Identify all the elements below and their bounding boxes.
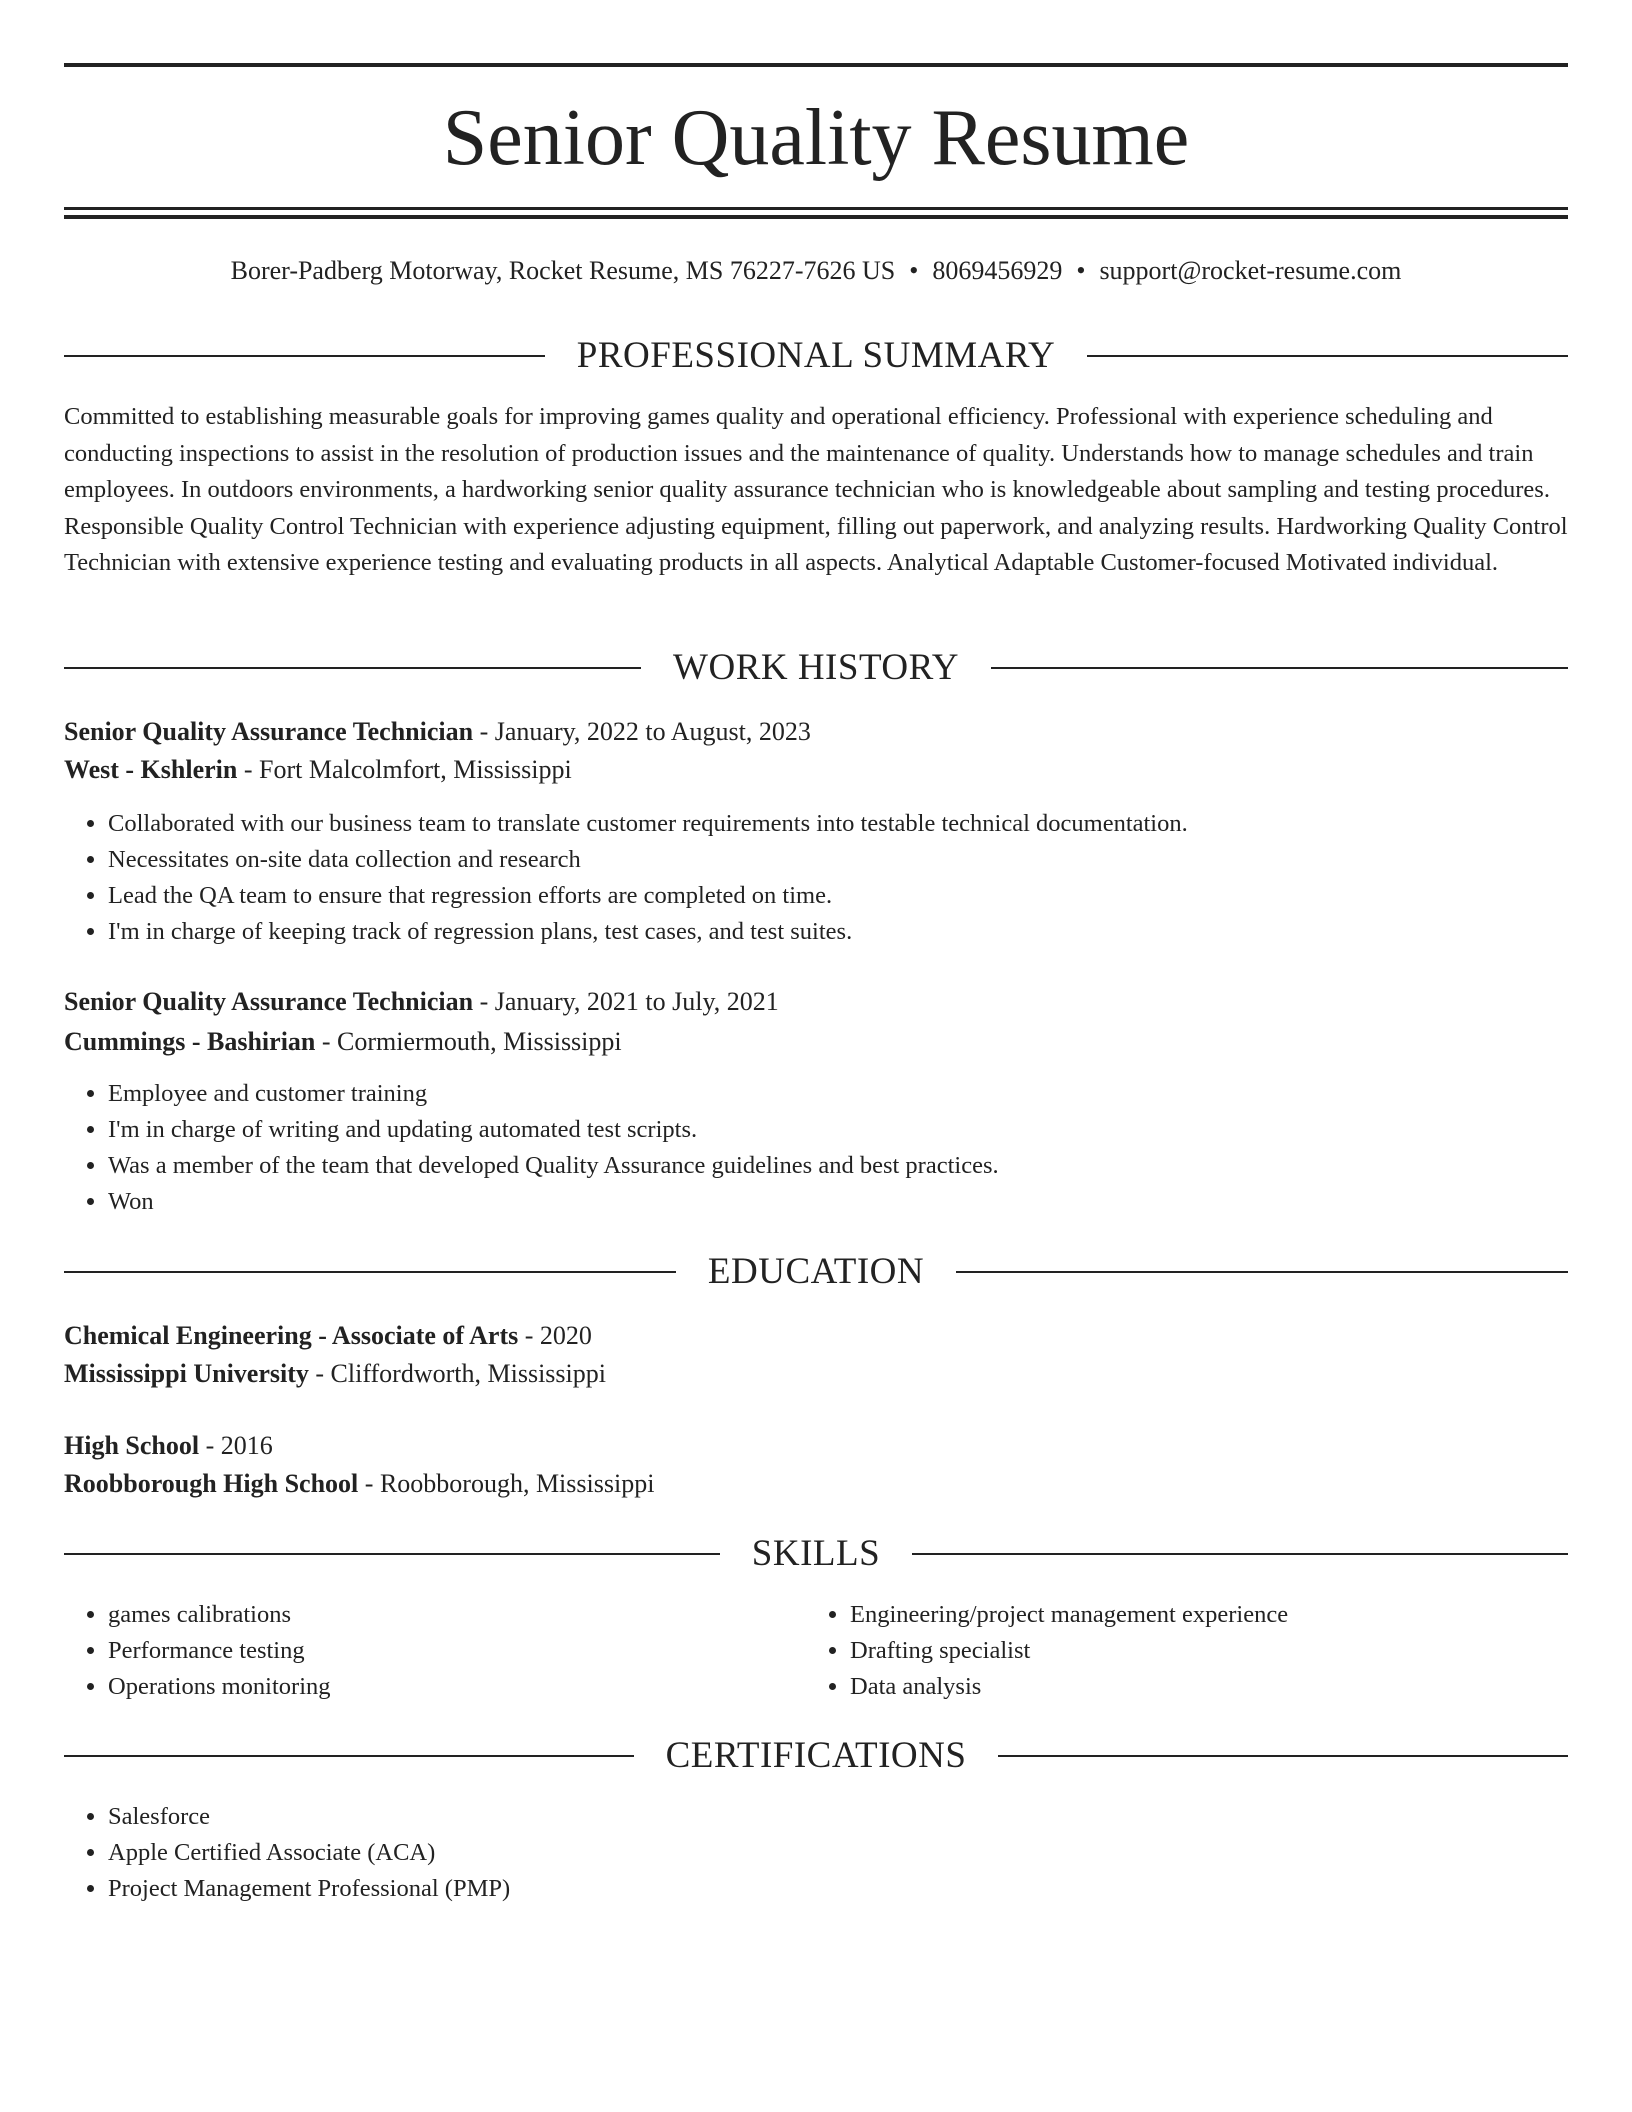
heading-rule-right [912, 1553, 1568, 1555]
heading-rule-right [998, 1755, 1568, 1757]
summary-paragraph: Committed to establishing measurable goals for improving games quality and operational efficiency. Professional with experience scheduling and conducting inspections to assist in the resolution of production issues and the maintenance of quality. Understands how to manage schedules and train employees. In outdoors environments, a hardworking senior quality assurance technician who is knowledgeable about sampling and testing procedures. Responsible Quality Control Technician with experience adjusting equipment, filling out paperwork, and analyzing results. Hardworking Quality Control Technician with extensive experience testing and evaluating products in all aspects. Analytical Adaptable Customer-focused Motivated individual. [64, 403, 1568, 576]
heading-rule-right [1087, 355, 1568, 357]
job-title: Senior Quality Assurance Technician [64, 717, 474, 746]
list-item: • Employee and customer training [108, 1076, 999, 1112]
list-item: • I'm in charge of keeping track of regression plans, test cases, and test suites. [108, 914, 1188, 950]
section-title: WORK HISTORY [673, 647, 959, 688]
company-name: West - Kshlerin [64, 755, 238, 784]
list-item: • Drafting specialist [850, 1633, 1288, 1669]
title-rule-upper [64, 207, 1568, 210]
section-title: CERTIFICATIONS [665, 1735, 967, 1776]
contact-separator: • [1076, 256, 1086, 285]
section-heading-skills [64, 1531, 1568, 1577]
list-item: • Project Management Professional (PMP) [108, 1871, 510, 1907]
work-entry-header [64, 983, 1568, 1061]
work-entry-header [64, 713, 1568, 789]
heading-rule-left [64, 1271, 676, 1273]
list-item: • Data analysis [850, 1669, 1288, 1705]
list-item: • Lead the QA team to ensure that regression efforts are completed on time. [108, 878, 1188, 914]
top-rule [64, 63, 1568, 67]
education-entry [64, 1317, 1568, 1393]
list-item: • Was a member of the team that developed Quality Assurance guidelines and best practices. [108, 1148, 999, 1184]
school-name: Mississippi University [64, 1359, 309, 1388]
school-location: - Cliffordworth, Mississippi [308, 1359, 606, 1388]
section-title: PROFESSIONAL SUMMARY [576, 335, 1056, 376]
list-item: • Operations monitoring [108, 1669, 331, 1705]
school-location: - Roobborough, Mississippi [358, 1469, 655, 1498]
heading-rule-left [64, 355, 545, 357]
contact-address: Borer-Padberg Motorway, Rocket Resume, MS 76227-7626 US [230, 256, 896, 285]
list-item: • Apple Certified Associate (ACA) [108, 1835, 510, 1871]
job-title: Senior Quality Assurance Technician [64, 987, 474, 1016]
heading-rule-right [991, 667, 1568, 669]
work-bullets [64, 806, 1188, 950]
list-item: • Necessitates on-site data collection and research [108, 842, 1188, 878]
contact-line [64, 252, 1568, 290]
skills-list-left [64, 1597, 331, 1705]
heading-rule-right [956, 1271, 1568, 1273]
section-title: EDUCATION [707, 1251, 925, 1292]
job-dates: - January, 2021 to July, 2021 [473, 987, 779, 1016]
list-item: • I'm in charge of writing and updating automated test scripts. [108, 1112, 999, 1148]
education-entry [64, 1427, 1568, 1503]
contact-separator: • [909, 256, 919, 285]
list-item: • games calibrations [108, 1597, 331, 1633]
work-bullets [64, 1076, 999, 1220]
resume-title: Senior Quality Resume [442, 94, 1190, 182]
degree-year: - 2016 [199, 1431, 273, 1460]
heading-rule-left [64, 1553, 720, 1555]
section-heading-education [64, 1249, 1568, 1295]
list-item: • Salesforce [108, 1799, 510, 1835]
school-name: Roobborough High School [64, 1469, 359, 1498]
list-item: • Collaborated with our business team to translate customer requirements into testable technical documentation. [108, 806, 1188, 842]
certifications-list [64, 1799, 510, 1907]
heading-rule-left [64, 667, 641, 669]
company-location: - Fort Malcolmfort, Mississippi [237, 755, 572, 784]
section-heading-certifications [64, 1733, 1568, 1779]
company-location: - Cormiermouth, Mississippi [315, 1027, 622, 1056]
list-item: • Won [108, 1184, 999, 1220]
title-rule-lower [64, 215, 1568, 219]
degree: High School [64, 1431, 200, 1460]
degree-year: - 2020 [518, 1321, 592, 1350]
contact-email: support@rocket-resume.com [1099, 256, 1402, 285]
section-title: SKILLS [751, 1533, 881, 1574]
skills-list-right [806, 1597, 1288, 1705]
list-item: • Engineering/project management experience [850, 1597, 1288, 1633]
company-name: Cummings - Bashirian [64, 1027, 316, 1056]
job-dates: - January, 2022 to August, 2023 [473, 717, 811, 746]
section-heading-summary [64, 333, 1568, 379]
section-heading-work [64, 645, 1568, 691]
list-item: • Performance testing [108, 1633, 331, 1669]
heading-rule-left [64, 1755, 634, 1757]
contact-phone: 8069456929 [932, 256, 1063, 285]
degree: Chemical Engineering - Associate of Arts [64, 1321, 519, 1350]
